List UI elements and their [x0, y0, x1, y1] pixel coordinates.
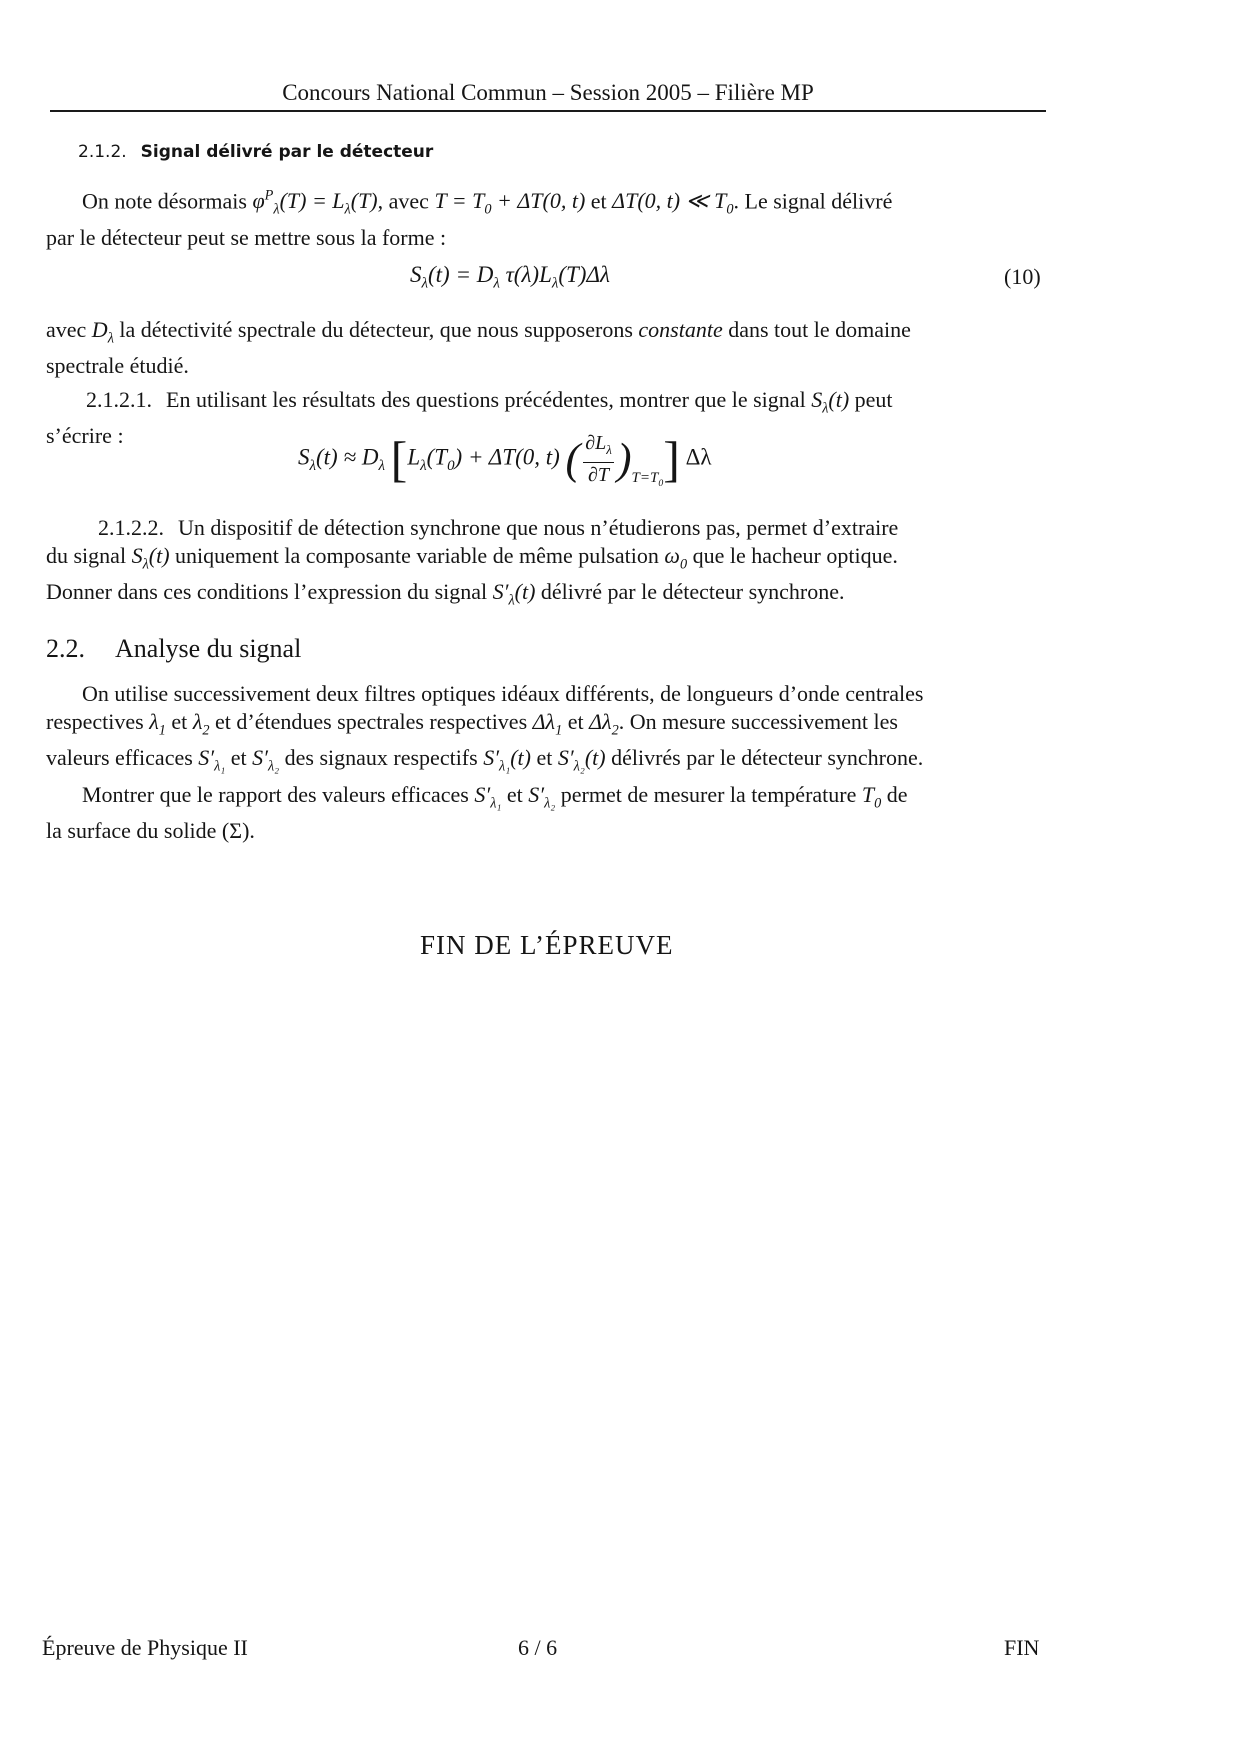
evaluation-subscript: T=T0 — [631, 470, 664, 490]
subsection-title: Signal délivré par le détecteur — [140, 142, 434, 162]
footer-page-number: 6 / 6 — [518, 1635, 558, 1660]
detectivity-line-1: avec $D_\lambda$ la détectivité spectrale du détecteur, que nous supposerons constante dans tout le domaine — [46, 317, 911, 347]
equation-10: $S_\lambda(t) = D_\lambda$ $\tau(\lambda)L_\lambda(T)\Delta\lambda$ — [410, 262, 610, 292]
question-1-line-1: 2.1.2.1. En utilisant les résultats des questions précédentes, montrer que le signal $S_\lambda(t)$ peut — [86, 387, 893, 417]
question-1-line-2: s’écrire : — [46, 423, 124, 449]
emphasis: constante — [638, 317, 723, 342]
text: , avec — [377, 188, 435, 214]
partial-derivative-fraction: $\frac{\partial L_\lambda}{\partial T}$ — [585, 432, 612, 486]
analysis-line-1: On utilise successivement deux filtres optiques idéaux différents, de longueurs d’onde centrales — [82, 681, 924, 706]
question-2-1-2-2 — [46, 514, 1046, 615]
end-of-exam-title: FIN DE L’ÉPREUVE — [420, 930, 674, 960]
analysis-line-3: valeurs efficaces $S'_{\lambda_1}$ et $S'_{\lambda_2}$ des signaux respectifs $S'_{\lambda_1}(t)$ et $S'_{\lambda_2}(t)$ délivrés par le détecteur synchrone. — [46, 745, 924, 775]
section-number: 2.2. — [46, 634, 85, 663]
text: . Le signal délivré — [733, 188, 893, 214]
analysis-line-2: respectives $\lambda_1$ et $\lambda_2$ et d’étendues spectrales respectives $\Delta\lambda_1$ et $\Delta\lambda_2$. On mesure successivement les — [46, 709, 898, 739]
equation-signal-approx: $S_\lambda(t) \approx D_\lambda$ [$L_\lambda(T_0) + \Delta T(0$, t) ( $\frac{\partial L_\lambda}{\partial T}$ )$_{T=T_0}$] Δλ — [298, 431, 712, 490]
math: ΔT(0, t) ≪ $T_0$ — [612, 188, 734, 218]
question-2-line-2: du signal $S_\lambda(t)$ uniquement la composante variable de même pulsation $\omega_0$ que le hacheur optique. — [46, 543, 898, 573]
question-number: 2.1.2.1. — [86, 387, 152, 412]
footer-left: Épreuve de Physique II — [42, 1635, 248, 1660]
equation-number: (10) — [1004, 264, 1041, 289]
left-paren: ( — [565, 434, 581, 484]
intro-line-1 — [46, 182, 1046, 224]
analysis-paragraph — [46, 680, 1046, 845]
right-paren: ) — [616, 434, 632, 484]
page-header: Concours National Commun – Session 2005 – Filière MP — [282, 80, 814, 105]
header-rule — [50, 110, 1046, 112]
section-heading — [46, 634, 301, 664]
question-number: 2.1.2.2. — [98, 515, 164, 540]
intro-line-2: par le détecteur peut se mettre sous la forme : — [46, 224, 447, 250]
section-title: Analyse du signal — [115, 634, 302, 663]
math: $T = T_0 + \Delta T(0$, t) — [434, 188, 586, 218]
subsection-heading — [78, 142, 433, 162]
detectivity-line-2: spectrale étudié. — [46, 353, 189, 379]
left-bracket: [ — [390, 431, 408, 487]
detectivity-paragraph — [46, 316, 1046, 380]
question-2-line-3: Donner dans ces conditions l’expression du signal $S'_\lambda(t)$ délivré par le détecteur synchrone. — [46, 579, 845, 609]
footer-right: FIN — [1004, 1635, 1040, 1660]
text: On note désormais — [82, 188, 253, 214]
question-2-line-1: 2.1.2.2. Un dispositif de détection synchrone que nous n’étudierons pas, permet d’extraire — [98, 515, 899, 540]
analysis-line-4: Montrer que le rapport des valeurs efficaces $S'_{\lambda_1}$ et $S'_{\lambda_2}$ permet de mesurer la température $T_0$ de — [82, 781, 908, 812]
math: $\varphi^P_\lambda(T) = L_\lambda(T)$ — [252, 188, 378, 218]
subsection-number: 2.1.2. — [78, 142, 127, 162]
text: et — [585, 188, 613, 214]
analysis-line-5: la surface du solide (Σ). — [46, 818, 255, 844]
intro-paragraph — [46, 182, 1046, 252]
right-bracket: ] — [663, 431, 680, 487]
